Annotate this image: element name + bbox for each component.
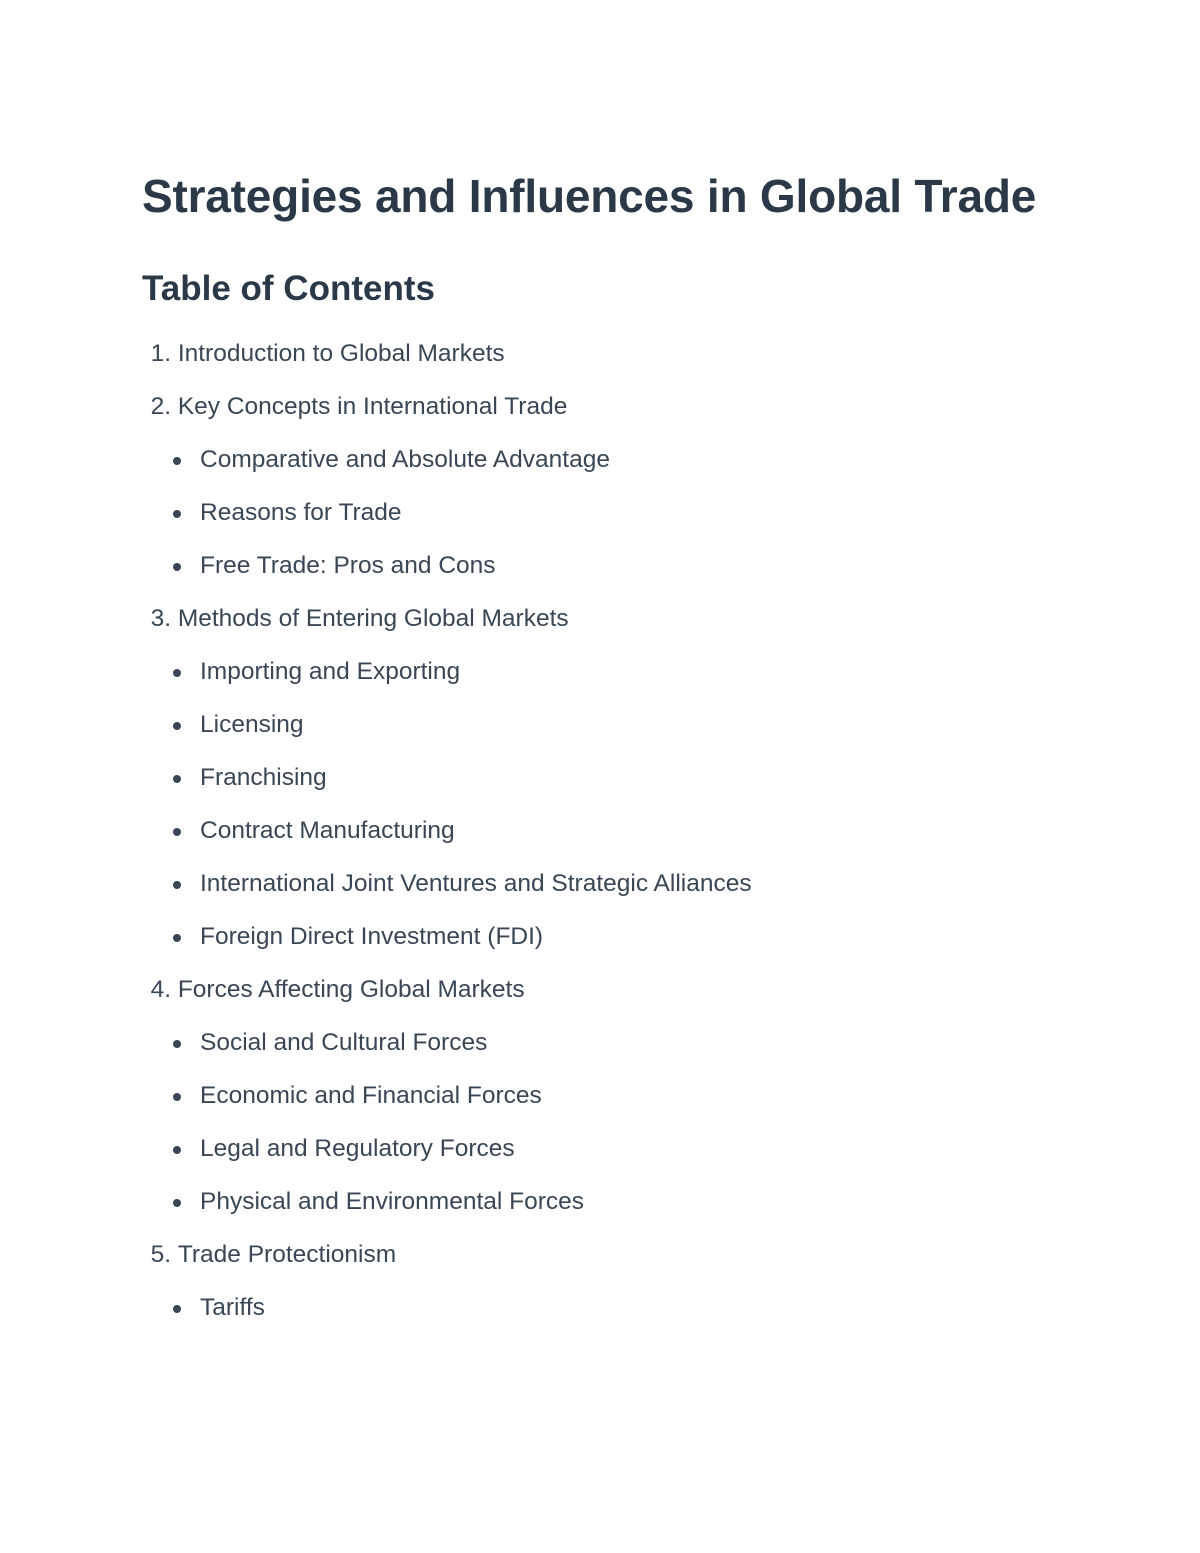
toc-subsection-item[interactable] xyxy=(142,551,1042,604)
toc-subsection-item[interactable] xyxy=(142,1293,1042,1346)
toc-number-gap xyxy=(171,975,178,1005)
bullet-icon xyxy=(171,657,200,687)
toc-subsection-item[interactable] xyxy=(142,657,1042,710)
bullet-icon xyxy=(171,763,200,793)
bullet-icon xyxy=(171,869,200,899)
toc-subsection-item[interactable] xyxy=(142,763,1042,816)
toc-subsection-label: Tariffs xyxy=(200,1294,265,1321)
toc-number-gap xyxy=(171,604,178,634)
table-of-contents xyxy=(142,339,1042,1346)
bullet-icon xyxy=(171,710,200,740)
toc-number-gap xyxy=(171,339,178,369)
toc-subsection-item[interactable] xyxy=(142,1134,1042,1187)
bullet-icon xyxy=(171,922,200,952)
toc-subsection-label: Legal and Regulatory Forces xyxy=(200,1135,515,1162)
toc-subsection-label: Franchising xyxy=(200,764,327,791)
toc-subsection-label: Economic and Financial Forces xyxy=(200,1082,542,1109)
toc-section-number: 5. xyxy=(150,1241,171,1268)
toc-section-number: 2. xyxy=(150,393,171,420)
bullet-icon xyxy=(171,1293,200,1323)
toc-subsection-label: Comparative and Absolute Advantage xyxy=(200,446,610,473)
bullet-icon xyxy=(171,816,200,846)
toc-subsection-label: Licensing xyxy=(200,711,304,738)
toc-subsection-label: International Joint Ventures and Strategic Alliances xyxy=(200,870,752,897)
toc-subsection-item[interactable] xyxy=(142,1187,1042,1240)
toc-number-gap xyxy=(171,392,178,422)
toc-section-label: Methods of Entering Global Markets xyxy=(177,605,569,632)
toc-subsection-item[interactable] xyxy=(142,1081,1042,1134)
toc-number-gap xyxy=(171,1240,178,1270)
toc-section-item[interactable] xyxy=(142,604,1042,657)
toc-section-item[interactable] xyxy=(142,392,1042,445)
toc-subsection-item[interactable] xyxy=(142,710,1042,763)
toc-section-number: 3. xyxy=(150,605,171,632)
toc-subsection-label: Foreign Direct Investment (FDI) xyxy=(200,923,544,950)
toc-subsection-label: Reasons for Trade xyxy=(200,499,402,526)
toc-subsection-item[interactable] xyxy=(142,498,1042,551)
bullet-icon xyxy=(171,1028,200,1058)
toc-section-item[interactable] xyxy=(142,1240,1042,1293)
toc-section-number: 1. xyxy=(150,340,171,367)
toc-subsection-label: Social and Cultural Forces xyxy=(200,1029,488,1056)
document-page xyxy=(142,165,1042,1346)
bullet-icon xyxy=(171,445,200,475)
toc-subsection-label: Contract Manufacturing xyxy=(200,817,455,844)
toc-subsection-label: Physical and Environmental Forces xyxy=(200,1188,585,1215)
toc-subsection-item[interactable] xyxy=(142,445,1042,498)
toc-subsection-label: Free Trade: Pros and Cons xyxy=(200,552,496,579)
toc-section-label: Introduction to Global Markets xyxy=(177,340,505,367)
bullet-icon xyxy=(171,1187,200,1217)
bullet-icon xyxy=(171,1134,200,1164)
toc-section-label: Trade Protectionism xyxy=(177,1241,397,1268)
toc-subsection-item[interactable] xyxy=(142,869,1042,922)
toc-section-number: 4. xyxy=(150,976,171,1003)
toc-subsection-item[interactable] xyxy=(142,816,1042,869)
toc-subsection-item[interactable] xyxy=(142,1028,1042,1081)
toc-section-item[interactable] xyxy=(142,975,1042,1028)
bullet-icon xyxy=(171,498,200,528)
bullet-icon xyxy=(171,551,200,581)
toc-section-item[interactable] xyxy=(142,339,1042,392)
toc-subsection-label: Importing and Exporting xyxy=(200,658,461,685)
toc-heading: Table of Contents xyxy=(142,269,435,308)
bullet-icon xyxy=(171,1081,200,1111)
toc-subsection-item[interactable] xyxy=(142,922,1042,975)
toc-section-label: Key Concepts in International Trade xyxy=(177,393,568,420)
toc-section-label: Forces Affecting Global Markets xyxy=(177,976,525,1003)
document-title: Strategies and Influences in Global Trade xyxy=(142,170,1037,222)
